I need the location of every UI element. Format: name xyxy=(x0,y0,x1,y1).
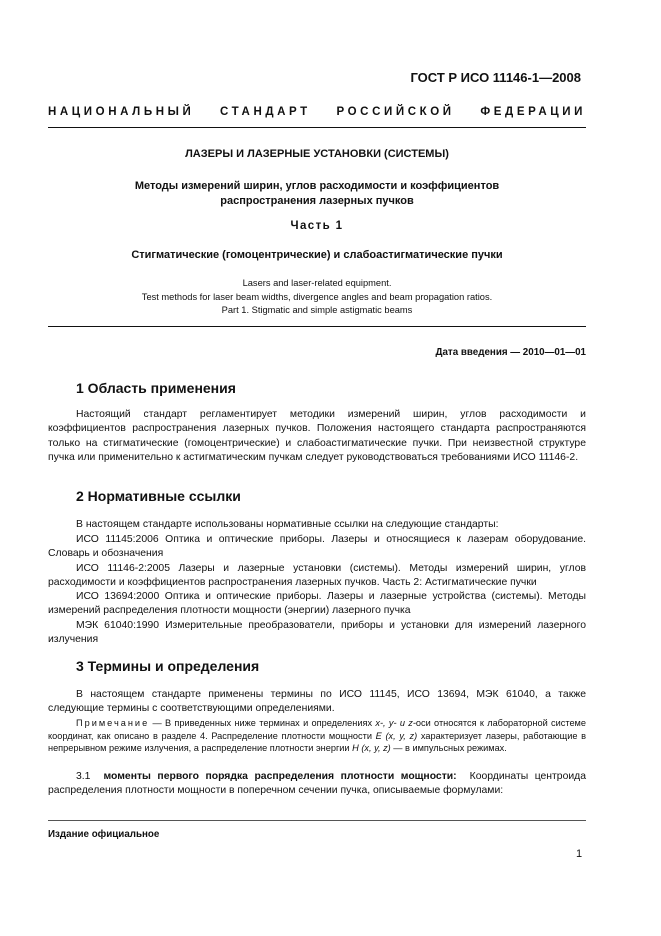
note-text-a: — В приведенных ниже терминах и определениях xyxy=(152,718,376,728)
section-3-intro: В настоящем стандарте применены термины по ИСО 11145, ИСО 13694, МЭК 61040, а также следующие термины с соответствующими определениями. xyxy=(48,689,586,715)
note-text-b: оси относятся к лабораторной системе координат, как описано в разделе 4. Распределение плотности мощности xyxy=(48,718,586,741)
note-energy-density: H (x, y, z) xyxy=(352,743,391,753)
note-text-c: характеризует лазеры, работающие в непрерывном режиме излучения, а распределение плотности энергии xyxy=(48,730,587,753)
section-1-text: Настоящий стандарт регламентирует методики измерений ширин, углов расходимости и коэффициентов распространения лазерных пучков. Положения настоящего стандарта распространяются только на стигматические (гомоцентрические) и слабоастигматические пучки. При неизвестной структуре пучка или применительно к астигматическим пучкам следует руководствоваться требованиями ИСО 11146-2. xyxy=(48,409,586,463)
document-code: ГОСТ Р ИСО 11146-1—2008 xyxy=(410,70,581,85)
english-title-line-3: Part 1. Stigmatic and simple astigmatic beams xyxy=(221,305,413,315)
reference-iso-11146-2: ИСО 11146-2:2005 Лазеры и лазерные установки (системы). Методы измерений ширин, углов расходимости и коэффициентов распространения лазерных пучков. Часть 2: Астигматические пучки xyxy=(48,563,586,589)
term-name: моменты первого порядка распределения плотности мощности: xyxy=(103,771,457,782)
section-3-note xyxy=(48,717,586,755)
english-title xyxy=(48,277,586,318)
edition-label: Издание официальное xyxy=(48,829,160,840)
section-3-heading: 3 Термины и определения xyxy=(76,658,260,674)
note-axes: x-, y- и z- xyxy=(375,718,416,728)
page-number: 1 xyxy=(576,848,583,860)
english-title-line-1: Lasers and laser-related equipment. xyxy=(242,278,392,288)
note-power-density: E (x, y, z) xyxy=(375,730,418,741)
section-1-heading: 1 Область применения xyxy=(76,380,236,396)
section-2-heading: 2 Нормативные ссылки xyxy=(76,488,241,504)
english-title-line-2: Test methods for laser beam widths, divergence angles and beam propagation ratios. xyxy=(141,291,493,302)
subtitle-line-1: Методы измерений ширин, углов расходимости и коэффициентов xyxy=(134,180,500,192)
standard-title: ЛАЗЕРЫ И ЛАЗЕРНЫЕ УСТАНОВКИ (СИСТЕМЫ) xyxy=(185,148,449,160)
title-bottom-rule xyxy=(48,326,586,327)
standard-subtitle xyxy=(48,179,586,209)
reference-iec-61040: МЭК 61040:1990 Измерительные преобразователи, приборы и установки для измерений лазерного излучения xyxy=(48,620,586,646)
subtitle-line-2: распространения лазерных пучков xyxy=(220,195,414,207)
term-number: 3.1 xyxy=(76,771,91,782)
intro-date: Дата введения — 2010—01—01 xyxy=(435,347,586,358)
part-title: Стигматические (гомоцентрические) и слабоастигматические пучки xyxy=(131,249,503,261)
part-label: Часть 1 xyxy=(290,220,344,232)
section-1-paragraph xyxy=(48,408,586,465)
reference-iso-11145: ИСО 11145:2006 Оптика и оптические приборы. Лазеры и относящиеся к лазерам оборудование. Словарь и обозначения xyxy=(48,534,586,560)
footer-rule xyxy=(48,820,586,821)
note-label: Примечание xyxy=(76,718,150,728)
section-2-intro: В настоящем стандарте использованы нормативные ссылки на следующие стандарты: xyxy=(76,519,499,530)
term-3-1 xyxy=(48,770,586,799)
note-text-d: — в импульсных режимах. xyxy=(390,743,507,753)
top-rule xyxy=(48,127,586,128)
term-definition: Координаты центроида распределения плотности мощности в поперечном сечении пучка, описываемые формулами: xyxy=(48,771,587,797)
national-standard-banner: НАЦИОНАЛЬНЫЙ СТАНДАРТ РОССИЙСКОЙ ФЕДЕРАЦИИ xyxy=(48,106,586,118)
reference-iso-13694: ИСО 13694:2000 Оптика и оптические приборы. Лазеры и лазерные устройства (системы). Методы измерений распределения плотности мощности (энергии) лазерного пучка xyxy=(48,591,586,617)
